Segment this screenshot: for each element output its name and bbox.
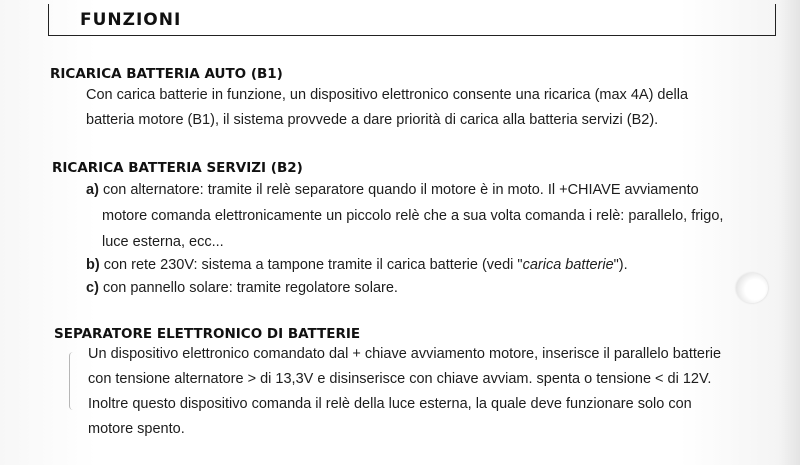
page-edge-shadow [778, 0, 800, 465]
paragraph-line: luce esterna, ecc... [102, 234, 224, 250]
item-text-end: "). [613, 257, 628, 273]
page-title: FUNZIONI [80, 10, 182, 30]
item-letter: b) [86, 257, 100, 273]
section-heading-separator: SEPARATORE ELETTRONICO DI BATTERIE [54, 326, 361, 342]
paragraph-line: batteria motore (B1), il sistema provvede a dare priorità di carica alla batteria servizi (B2). [86, 112, 659, 128]
list-item-c [86, 281, 398, 296]
list-item-b [86, 258, 628, 273]
item-text: con pannello solare: tramite regolatore solare. [102, 280, 398, 296]
item-italic-text: carica batterie [522, 257, 614, 273]
paragraph-line: con tensione alternatore > di 13,3V e disinserisce con chiave avviam. spenta o tensione < di 12V. [88, 371, 712, 387]
item-letter: a) [86, 182, 99, 198]
section-heading-b1: RICARICA BATTERIA AUTO (B1) [50, 66, 283, 82]
paragraph-line: Inoltre questo dispositivo comanda il relè della luce esterna, la quale deve funzionare solo con [88, 396, 692, 412]
paragraph-line: motore comanda elettronicamente un piccolo relè che a sua volta comanda i relè: parallelo, frigo, [102, 208, 724, 224]
item-text: con alternatore: tramite il relè separatore quando il motore è in moto. Il +CHIAVE avviamento [102, 182, 699, 198]
correction-fluid-mark [736, 273, 768, 303]
list-item-a [86, 183, 699, 198]
paragraph-line: motore spento. [88, 421, 185, 437]
section-heading-b2: RICARICA BATTERIA SERVIZI (B2) [52, 160, 303, 176]
item-letter: c) [86, 280, 99, 296]
paragraph-line: Con carica batterie in funzione, un dispositivo elettronico consente una ricarica (max 4A) della [86, 87, 689, 103]
margin-mark [69, 352, 74, 410]
item-text: con rete 230V: sistema a tampone tramite il carica batterie (vedi " [103, 257, 523, 273]
paragraph-line: Un dispositivo elettronico comandato dal + chiave avviamento motore, inserisce il parallelo batterie [88, 346, 722, 362]
